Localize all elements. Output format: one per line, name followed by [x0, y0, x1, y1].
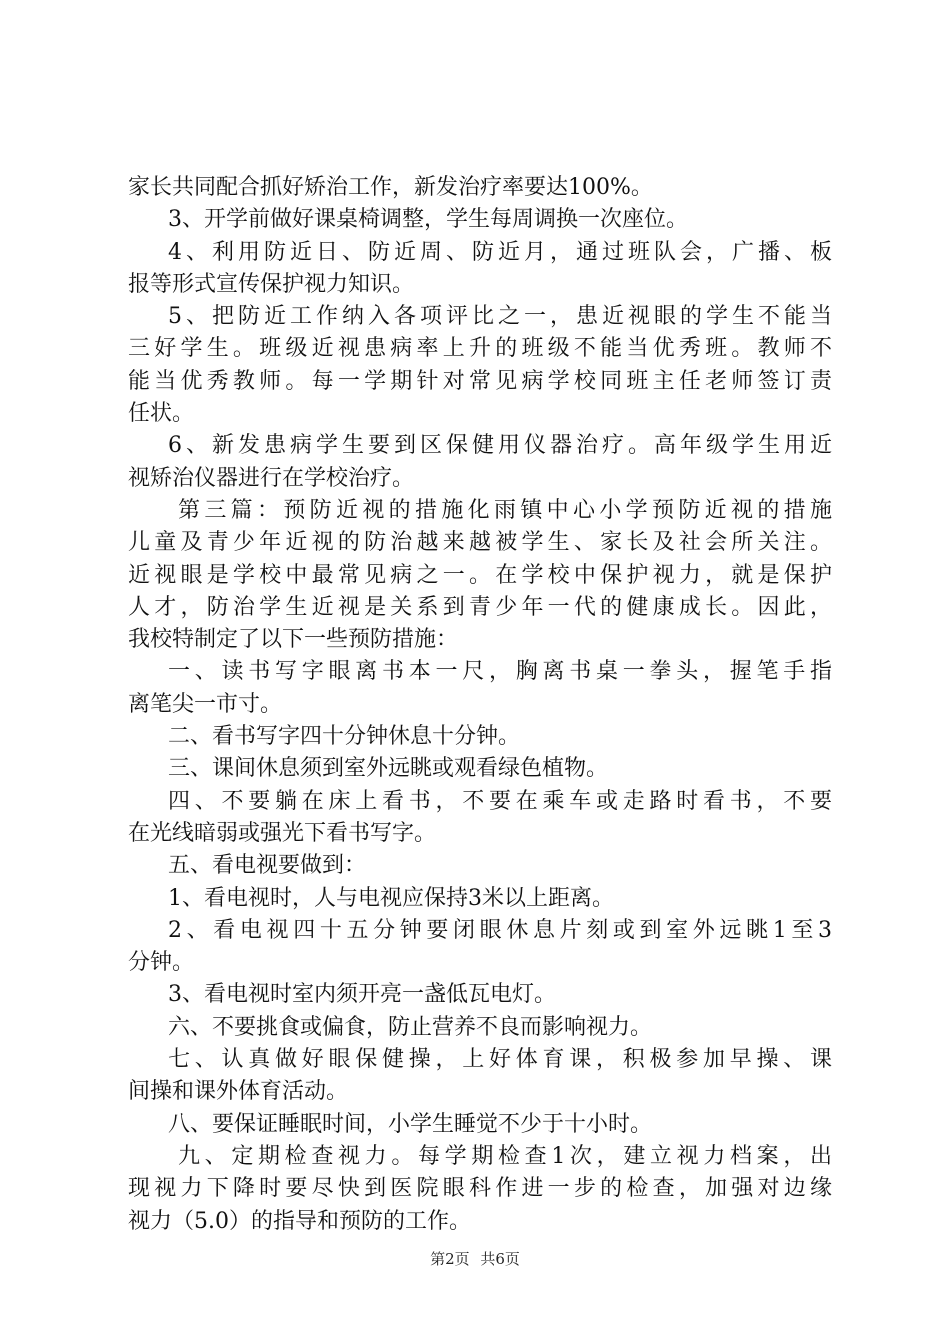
- text-line: 近视眼是学校中最常见病之一。在学校中保护视力，就是保护: [128, 562, 832, 588]
- text-line: 离笔尖一市寸。: [128, 691, 283, 717]
- text-line: 人才，防治学生近视是关系到青少年一代的健康成长。因此，: [128, 594, 832, 620]
- text-line: 能当优秀教师。每一学期针对常见病学校同班主任老师签订责: [128, 368, 832, 394]
- text-line: 任状。: [128, 401, 195, 427]
- text-line: 一、读书写字眼离书本一尺，胸离书桌一拳头，握笔手指: [168, 659, 832, 685]
- text-line: 二、看书写字四十分钟休息十分钟。: [168, 724, 521, 750]
- text-line: 分钟。: [128, 950, 195, 976]
- text-line: 4、利用防近日、防近周、防近月，通过班队会，广播、板: [168, 239, 832, 265]
- text-line: 九、定期检查视力。每学期检查1次，建立视力档案，出: [178, 1143, 832, 1169]
- text-line: 家长共同配合抓好矫治工作，新发治疗率要达100%。: [128, 175, 653, 200]
- text-line: 第三篇：预防近视的措施化雨镇中心小学预防近视的措施: [178, 497, 832, 523]
- text-line: 现视力下降时要尽快到医院眼科作进一步的检查，加强对边缘: [128, 1176, 832, 1202]
- text-line: 2、看电视四十五分钟要闭眼休息片刻或到室外远眺1至3: [168, 917, 832, 943]
- text-line: 我校特制定了以下一些预防措施：: [128, 627, 459, 653]
- text-line: 视矫治仪器进行在学校治疗。: [128, 465, 415, 491]
- page-number: 第2页: [430, 1250, 470, 1268]
- text-line: 四、不要躺在床上看书，不要在乘车或走路时看书，不要: [168, 788, 832, 814]
- text-line: 五、看电视要做到：: [168, 853, 367, 879]
- text-line: 1、看电视时，人与电视应保持3米以上距离。: [168, 885, 614, 911]
- text-line: 间操和课外体育活动。: [128, 1079, 349, 1105]
- page-total: 共6页: [480, 1250, 520, 1268]
- text-line: 视力（5.0）的指导和预防的工作。: [128, 1208, 471, 1234]
- text-line: 6、新发患病学生要到区保健用仪器治疗。高年级学生用近: [168, 433, 832, 459]
- document-body: [128, 172, 832, 1238]
- text-line: 三、课间休息须到室外远眺或观看绿色植物。: [168, 756, 609, 782]
- text-line: 3、看电视时室内须开亮一盏低瓦电灯。: [168, 982, 556, 1008]
- page-footer: [0, 1248, 950, 1269]
- text-line: 七、认真做好眼保健操，上好体育课，积极参加早操、课: [168, 1047, 832, 1073]
- text-line: 3、开学前做好课桌椅调整，学生每周调换一次座位。: [168, 207, 688, 233]
- text-line: 六、不要挑食或偏食，防止营养不良而影响视力。: [168, 1014, 653, 1040]
- text-line: 在光线暗弱或强光下看书写字。: [128, 820, 437, 846]
- text-line: 5、把防近工作纳入各项评比之一，患近视眼的学生不能当: [168, 304, 832, 330]
- text-line: 儿童及青少年近视的防治越来越被学生、家长及社会所关注。: [128, 530, 832, 556]
- text-line: 三好学生。班级近视患病率上升的班级不能当优秀班。教师不: [128, 336, 832, 362]
- text-line: 报等形式宣传保护视力知识。: [128, 271, 415, 297]
- text-line: 八、要保证睡眠时间，小学生睡觉不少于十小时。: [168, 1111, 653, 1137]
